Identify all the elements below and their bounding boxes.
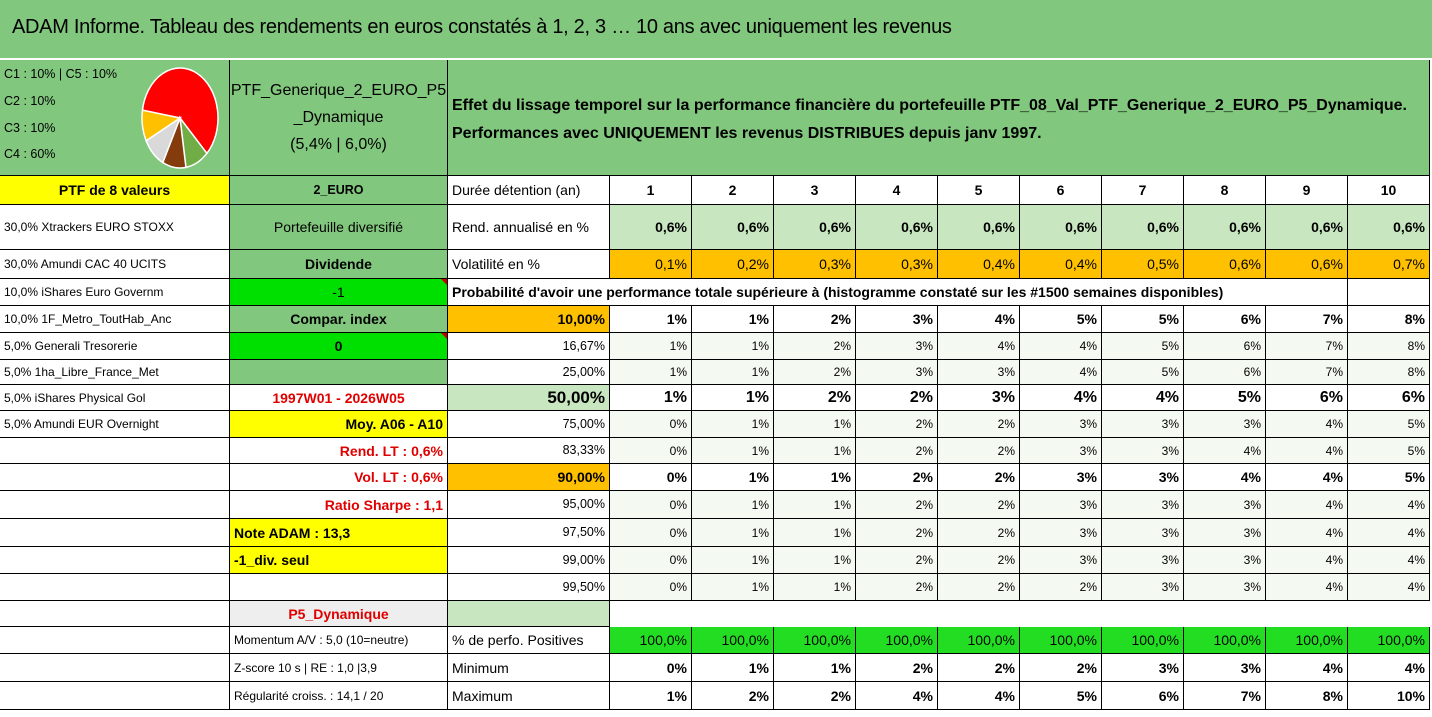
- empty-cell[interactable]: [0, 438, 230, 464]
- vol-value[interactable]: 0,1%: [610, 250, 692, 279]
- prob-value[interactable]: 1%: [692, 306, 774, 333]
- vol-label[interactable]: Volatilité en %: [448, 250, 610, 279]
- prob-value[interactable]: 0%: [610, 411, 692, 438]
- legend-item: C1 : 10% | C5 : 10%: [4, 67, 118, 81]
- prob-value[interactable]: 4%: [938, 333, 1020, 360]
- min-value[interactable]: 2%: [856, 654, 938, 682]
- prob-value[interactable]: 4%: [1348, 547, 1430, 574]
- prob-value[interactable]: 7%: [1266, 306, 1348, 333]
- prob-value[interactable]: 0%: [610, 491, 692, 519]
- vol-value[interactable]: 0,6%: [1266, 250, 1348, 279]
- prob-threshold[interactable]: 95,00%: [448, 491, 610, 519]
- max-value[interactable]: 2%: [774, 682, 856, 710]
- prob-value[interactable]: 4%: [1348, 491, 1430, 519]
- max-value[interactable]: 5%: [1020, 682, 1102, 710]
- min-value[interactable]: 3%: [1184, 654, 1266, 682]
- min-value[interactable]: 1%: [774, 654, 856, 682]
- prob-value[interactable]: 3%: [1102, 547, 1184, 574]
- empty-cell[interactable]: [1348, 279, 1430, 306]
- holding-row[interactable]: 5,0% iShares Physical Gol: [0, 385, 230, 411]
- year-header[interactable]: 7: [1102, 176, 1184, 205]
- prob-value[interactable]: 3%: [1102, 411, 1184, 438]
- rend-value[interactable]: 0,6%: [1184, 205, 1266, 250]
- max-value[interactable]: 6%: [1102, 682, 1184, 710]
- holding-row[interactable]: 5,0% Generali Tresorerie: [0, 333, 230, 360]
- rend-value[interactable]: 0,6%: [1020, 205, 1102, 250]
- prob-value[interactable]: 2%: [856, 491, 938, 519]
- prob-value[interactable]: 2%: [938, 574, 1020, 601]
- rend-value[interactable]: 0,6%: [1102, 205, 1184, 250]
- prob-value[interactable]: 1%: [692, 438, 774, 464]
- prob-label[interactable]: Probabilité d'avoir une performance totale supérieure à (histogramme constaté sur les #1500 semaines disponibles): [448, 279, 1348, 306]
- regularite-label[interactable]: Régularité croiss. : 14,1 / 20: [230, 682, 448, 710]
- year-header[interactable]: 1: [610, 176, 692, 205]
- prob-value[interactable]: 2%: [856, 547, 938, 574]
- prob-value[interactable]: 2%: [856, 464, 938, 491]
- rend-value[interactable]: 0,6%: [1348, 205, 1430, 250]
- prob-value[interactable]: 5%: [1102, 306, 1184, 333]
- prob-value[interactable]: 1%: [610, 333, 692, 360]
- prob-value[interactable]: 1%: [774, 411, 856, 438]
- prob-value[interactable]: 1%: [774, 438, 856, 464]
- prob-value[interactable]: 2%: [938, 547, 1020, 574]
- max-value[interactable]: 7%: [1184, 682, 1266, 710]
- prob-value[interactable]: 6%: [1348, 385, 1430, 411]
- prob-value[interactable]: 6%: [1184, 360, 1266, 385]
- max-value[interactable]: 10%: [1348, 682, 1430, 710]
- empty-cell[interactable]: [0, 627, 230, 654]
- empty-cell[interactable]: [0, 491, 230, 519]
- pos-value[interactable]: 100,0%: [856, 627, 938, 654]
- pos-value[interactable]: 100,0%: [1266, 627, 1348, 654]
- empty-green-cell[interactable]: [230, 360, 448, 385]
- prob-value[interactable]: 2%: [774, 385, 856, 411]
- compar-index-label[interactable]: Compar. index: [230, 306, 448, 333]
- max-value[interactable]: 2%: [692, 682, 774, 710]
- vol-value[interactable]: 0,6%: [1184, 250, 1266, 279]
- prob-value[interactable]: 4%: [1102, 385, 1184, 411]
- prob-value[interactable]: 4%: [1266, 547, 1348, 574]
- prob-value[interactable]: 4%: [1266, 574, 1348, 601]
- rend-label[interactable]: Rend. annualisé en %: [448, 205, 610, 250]
- prob-value[interactable]: 5%: [1348, 464, 1430, 491]
- vol-value[interactable]: 0,5%: [1102, 250, 1184, 279]
- prob-value[interactable]: 5%: [1102, 333, 1184, 360]
- prob-value[interactable]: 1%: [692, 360, 774, 385]
- prob-value[interactable]: 7%: [1266, 333, 1348, 360]
- prob-value[interactable]: 4%: [938, 306, 1020, 333]
- prob-value[interactable]: 6%: [1184, 306, 1266, 333]
- holding-row[interactable]: 30,0% Amundi CAC 40 UCITS: [0, 250, 230, 279]
- prob-value[interactable]: 3%: [1020, 411, 1102, 438]
- year-header[interactable]: 5: [938, 176, 1020, 205]
- legend-item: C4 : 60%: [4, 147, 56, 162]
- prob-value[interactable]: 3%: [1020, 547, 1102, 574]
- prob-value[interactable]: 5%: [1184, 385, 1266, 411]
- prob-value[interactable]: 2%: [938, 491, 1020, 519]
- prob-value[interactable]: 1%: [692, 491, 774, 519]
- prob-value[interactable]: 5%: [1102, 360, 1184, 385]
- prob-value[interactable]: 2%: [938, 411, 1020, 438]
- prob-value[interactable]: 4%: [1266, 438, 1348, 464]
- prob-value[interactable]: 3%: [1102, 464, 1184, 491]
- prob-value[interactable]: 1%: [610, 306, 692, 333]
- empty-cell[interactable]: [0, 547, 230, 574]
- allocation-pie-chart: [138, 66, 222, 170]
- vol-value[interactable]: 0,2%: [692, 250, 774, 279]
- prob-value[interactable]: 4%: [1266, 519, 1348, 547]
- pos-label[interactable]: % de perfo. Positives: [448, 627, 610, 654]
- empty-cell[interactable]: [230, 574, 448, 601]
- min-value[interactable]: 1%: [692, 654, 774, 682]
- prob-value[interactable]: 2%: [938, 438, 1020, 464]
- prob-value[interactable]: 1%: [692, 411, 774, 438]
- vol-value[interactable]: 0,7%: [1348, 250, 1430, 279]
- pos-value[interactable]: 100,0%: [774, 627, 856, 654]
- prob-value[interactable]: 1%: [774, 464, 856, 491]
- prob-value[interactable]: 4%: [1020, 333, 1102, 360]
- prob-threshold[interactable]: 25,00%: [448, 360, 610, 385]
- prob-value[interactable]: 3%: [938, 385, 1020, 411]
- prob-value[interactable]: 5%: [1020, 306, 1102, 333]
- prob-value[interactable]: 3%: [1102, 491, 1184, 519]
- prob-value[interactable]: 0%: [610, 574, 692, 601]
- pos-value[interactable]: 100,0%: [1020, 627, 1102, 654]
- max-value[interactable]: 8%: [1266, 682, 1348, 710]
- max-value[interactable]: 4%: [938, 682, 1020, 710]
- prob-threshold[interactable]: 75,00%: [448, 411, 610, 438]
- prob-value[interactable]: 0%: [610, 464, 692, 491]
- prob-value[interactable]: 1%: [692, 333, 774, 360]
- prob-threshold[interactable]: 90,00%: [448, 464, 610, 491]
- prob-threshold[interactable]: 97,50%: [448, 519, 610, 547]
- holding-row[interactable]: 5,0% 1ha_Libre_France_Met: [0, 360, 230, 385]
- holding-row[interactable]: 30,0% Xtrackers EURO STOXX: [0, 205, 230, 250]
- legend-item: C2 : 10%: [4, 93, 56, 108]
- prob-value[interactable]: 4%: [1020, 360, 1102, 385]
- prob-threshold[interactable]: 10,00%: [448, 306, 610, 333]
- min-label[interactable]: Minimum: [448, 654, 610, 682]
- page-title: ADAM Informe. Tableau des rendements en euros constatés à 1, 2, 3 … 10 ans avec uniquement les revenus: [12, 16, 952, 38]
- holding-row[interactable]: 10,0% iShares Euro Governm: [0, 279, 230, 306]
- vol-value[interactable]: 0,3%: [774, 250, 856, 279]
- prob-value[interactable]: 2%: [774, 360, 856, 385]
- prob-value[interactable]: 4%: [1348, 574, 1430, 601]
- prob-value[interactable]: 2%: [774, 333, 856, 360]
- empty-cell[interactable]: [0, 574, 230, 601]
- prob-value[interactable]: 3%: [1184, 547, 1266, 574]
- max-value[interactable]: 1%: [610, 682, 692, 710]
- pos-value[interactable]: 100,0%: [1184, 627, 1266, 654]
- duration-label[interactable]: Durée détention (an): [448, 176, 610, 205]
- year-header[interactable]: 4: [856, 176, 938, 205]
- prob-value[interactable]: 5%: [1348, 438, 1430, 464]
- prob-value[interactable]: 1%: [774, 574, 856, 601]
- prob-value[interactable]: 4%: [1020, 385, 1102, 411]
- prob-value[interactable]: 3%: [1184, 574, 1266, 601]
- holding-row[interactable]: 10,0% 1F_Metro_ToutHab_Anc: [0, 306, 230, 333]
- empty-cell[interactable]: [0, 654, 230, 682]
- empty-cell[interactable]: [0, 519, 230, 547]
- prob-value[interactable]: 0%: [610, 519, 692, 547]
- prob-value[interactable]: 2%: [938, 464, 1020, 491]
- prob-value[interactable]: 1%: [692, 547, 774, 574]
- vol-value[interactable]: 0,4%: [1020, 250, 1102, 279]
- pos-value[interactable]: 100,0%: [692, 627, 774, 654]
- prob-value[interactable]: 3%: [1184, 519, 1266, 547]
- prob-value[interactable]: 3%: [1020, 464, 1102, 491]
- description: [452, 92, 1407, 148]
- year-header[interactable]: 6: [1020, 176, 1102, 205]
- pos-value[interactable]: 100,0%: [610, 627, 692, 654]
- div-seul-label[interactable]: -1_div. seul: [230, 547, 448, 574]
- empty-green-cell[interactable]: [448, 601, 610, 627]
- pos-value[interactable]: 100,0%: [1102, 627, 1184, 654]
- prob-value[interactable]: 8%: [1348, 306, 1430, 333]
- rend-value[interactable]: 0,6%: [692, 205, 774, 250]
- prob-threshold[interactable]: 16,67%: [448, 333, 610, 360]
- prob-value[interactable]: 0%: [610, 438, 692, 464]
- prob-value[interactable]: 2%: [856, 385, 938, 411]
- empty-cell[interactable]: [0, 601, 230, 627]
- prob-value[interactable]: 2%: [856, 438, 938, 464]
- prob-value[interactable]: 1%: [610, 385, 692, 411]
- prob-value[interactable]: 1%: [774, 491, 856, 519]
- prob-value[interactable]: 3%: [856, 333, 938, 360]
- prob-value[interactable]: 2%: [938, 519, 1020, 547]
- year-header[interactable]: 3: [774, 176, 856, 205]
- prob-value[interactable]: 2%: [774, 306, 856, 333]
- sharpe-label[interactable]: Ratio Sharpe : 1,1: [230, 491, 448, 519]
- rend-lt-label[interactable]: Rend. LT : 0,6%: [230, 438, 448, 464]
- prob-value[interactable]: 3%: [1102, 574, 1184, 601]
- legend-item: C3 : 10%: [4, 120, 56, 135]
- prob-value[interactable]: 5%: [1348, 411, 1430, 438]
- vol-value[interactable]: 0,4%: [938, 250, 1020, 279]
- description-line-1: Effet du lissage temporel sur la performance financière du portefeuille PTF_08_Val_PTF_Generique_2_EURO_P5_Dynamique.: [452, 97, 1407, 114]
- prob-value[interactable]: 1%: [692, 574, 774, 601]
- minus-one-cell[interactable]: -1: [230, 279, 448, 306]
- holding-row[interactable]: 5,0% Amundi EUR Overnight: [0, 411, 230, 438]
- vol-value[interactable]: 0,3%: [856, 250, 938, 279]
- prob-value[interactable]: 3%: [856, 360, 938, 385]
- prob-value[interactable]: 3%: [1020, 491, 1102, 519]
- portfolio-name-line: PTF_Generique_2_EURO_P5: [230, 82, 447, 99]
- min-value[interactable]: 4%: [1266, 654, 1348, 682]
- prob-value[interactable]: 1%: [692, 464, 774, 491]
- prob-value[interactable]: 4%: [1266, 491, 1348, 519]
- prob-threshold[interactable]: 83,33%: [448, 438, 610, 464]
- vol-lt-label[interactable]: Vol. LT : 0,6%: [230, 464, 448, 491]
- moy-label[interactable]: Moy. A06 - A10: [230, 411, 448, 438]
- prob-value[interactable]: 7%: [1266, 360, 1348, 385]
- prob-value[interactable]: 1%: [610, 360, 692, 385]
- min-value[interactable]: 4%: [1348, 654, 1430, 682]
- prob-value[interactable]: 3%: [856, 306, 938, 333]
- prob-value[interactable]: 3%: [1102, 438, 1184, 464]
- prob-value[interactable]: 2%: [856, 574, 938, 601]
- prob-value[interactable]: 0%: [610, 547, 692, 574]
- min-value[interactable]: 0%: [610, 654, 692, 682]
- prob-threshold[interactable]: 99,50%: [448, 574, 610, 601]
- prob-value[interactable]: 6%: [1266, 385, 1348, 411]
- prob-value[interactable]: 1%: [774, 519, 856, 547]
- prob-value[interactable]: 2%: [856, 411, 938, 438]
- momentum-label[interactable]: Momentum A/V : 5,0 (10=neutre): [230, 627, 448, 654]
- prob-value[interactable]: 3%: [1020, 438, 1102, 464]
- zero-cell[interactable]: 0: [230, 333, 448, 360]
- empty-cell[interactable]: [0, 682, 230, 710]
- prob-value[interactable]: 6%: [1184, 333, 1266, 360]
- prob-value[interactable]: 4%: [1184, 438, 1266, 464]
- prob-threshold[interactable]: 99,00%: [448, 547, 610, 574]
- year-header[interactable]: 8: [1184, 176, 1266, 205]
- pos-value[interactable]: 100,0%: [938, 627, 1020, 654]
- prob-value[interactable]: 8%: [1348, 360, 1430, 385]
- max-value[interactable]: 4%: [856, 682, 938, 710]
- year-header[interactable]: 2: [692, 176, 774, 205]
- description-line-2: Performances avec UNIQUEMENT les revenus DISTRIBUES depuis janv 1997.: [452, 125, 1042, 142]
- prob-value[interactable]: 1%: [692, 519, 774, 547]
- portfolio-name[interactable]: [230, 60, 448, 176]
- empty-cell[interactable]: [0, 464, 230, 491]
- prob-value[interactable]: 3%: [1020, 519, 1102, 547]
- rend-value[interactable]: 0,6%: [938, 205, 1020, 250]
- prob-value[interactable]: 2%: [856, 519, 938, 547]
- prob-value[interactable]: 3%: [938, 360, 1020, 385]
- note-adam-label[interactable]: Note ADAM : 13,3: [230, 519, 448, 547]
- prob-value[interactable]: 1%: [692, 385, 774, 411]
- portfolio-name-line: _Dynamique: [293, 109, 384, 126]
- prob-value[interactable]: 3%: [1102, 519, 1184, 547]
- prob-value[interactable]: 4%: [1348, 519, 1430, 547]
- prob-value[interactable]: 4%: [1266, 464, 1348, 491]
- dividende-label[interactable]: Dividende: [230, 250, 448, 279]
- prob-value[interactable]: 8%: [1348, 333, 1430, 360]
- diversified-label[interactable]: Portefeuille diversifié: [230, 205, 448, 250]
- prob-value[interactable]: 2%: [1020, 574, 1102, 601]
- rend-value[interactable]: 0,6%: [774, 205, 856, 250]
- min-value[interactable]: 3%: [1102, 654, 1184, 682]
- min-value[interactable]: 2%: [938, 654, 1020, 682]
- prob-threshold[interactable]: 50,00%: [448, 385, 610, 411]
- rend-value[interactable]: 0,6%: [856, 205, 938, 250]
- period-label[interactable]: 1997W01 - 2026W05: [230, 385, 448, 411]
- year-header[interactable]: 9: [1266, 176, 1348, 205]
- year-header[interactable]: 10: [1348, 176, 1430, 205]
- portfolio-name-line: (5,4% | 6,0%): [290, 136, 387, 153]
- currency-cell[interactable]: 2_EURO: [230, 176, 448, 205]
- rend-value[interactable]: 0,6%: [610, 205, 692, 250]
- max-label[interactable]: Maximum: [448, 682, 610, 710]
- ptf-header[interactable]: PTF de 8 valeurs: [0, 176, 230, 205]
- prob-value[interactable]: 1%: [774, 547, 856, 574]
- profile-label[interactable]: P5_Dynamique: [230, 601, 448, 627]
- prob-value[interactable]: 4%: [1184, 464, 1266, 491]
- prob-value[interactable]: 4%: [1266, 411, 1348, 438]
- min-value[interactable]: 2%: [1020, 654, 1102, 682]
- prob-value[interactable]: 3%: [1184, 411, 1266, 438]
- rend-value[interactable]: 0,6%: [1266, 205, 1348, 250]
- prob-value[interactable]: 3%: [1184, 491, 1266, 519]
- pos-value[interactable]: 100,0%: [1348, 627, 1430, 654]
- zscore-label[interactable]: Z-score 10 s | RE : 1,0 |3,9: [230, 654, 448, 682]
